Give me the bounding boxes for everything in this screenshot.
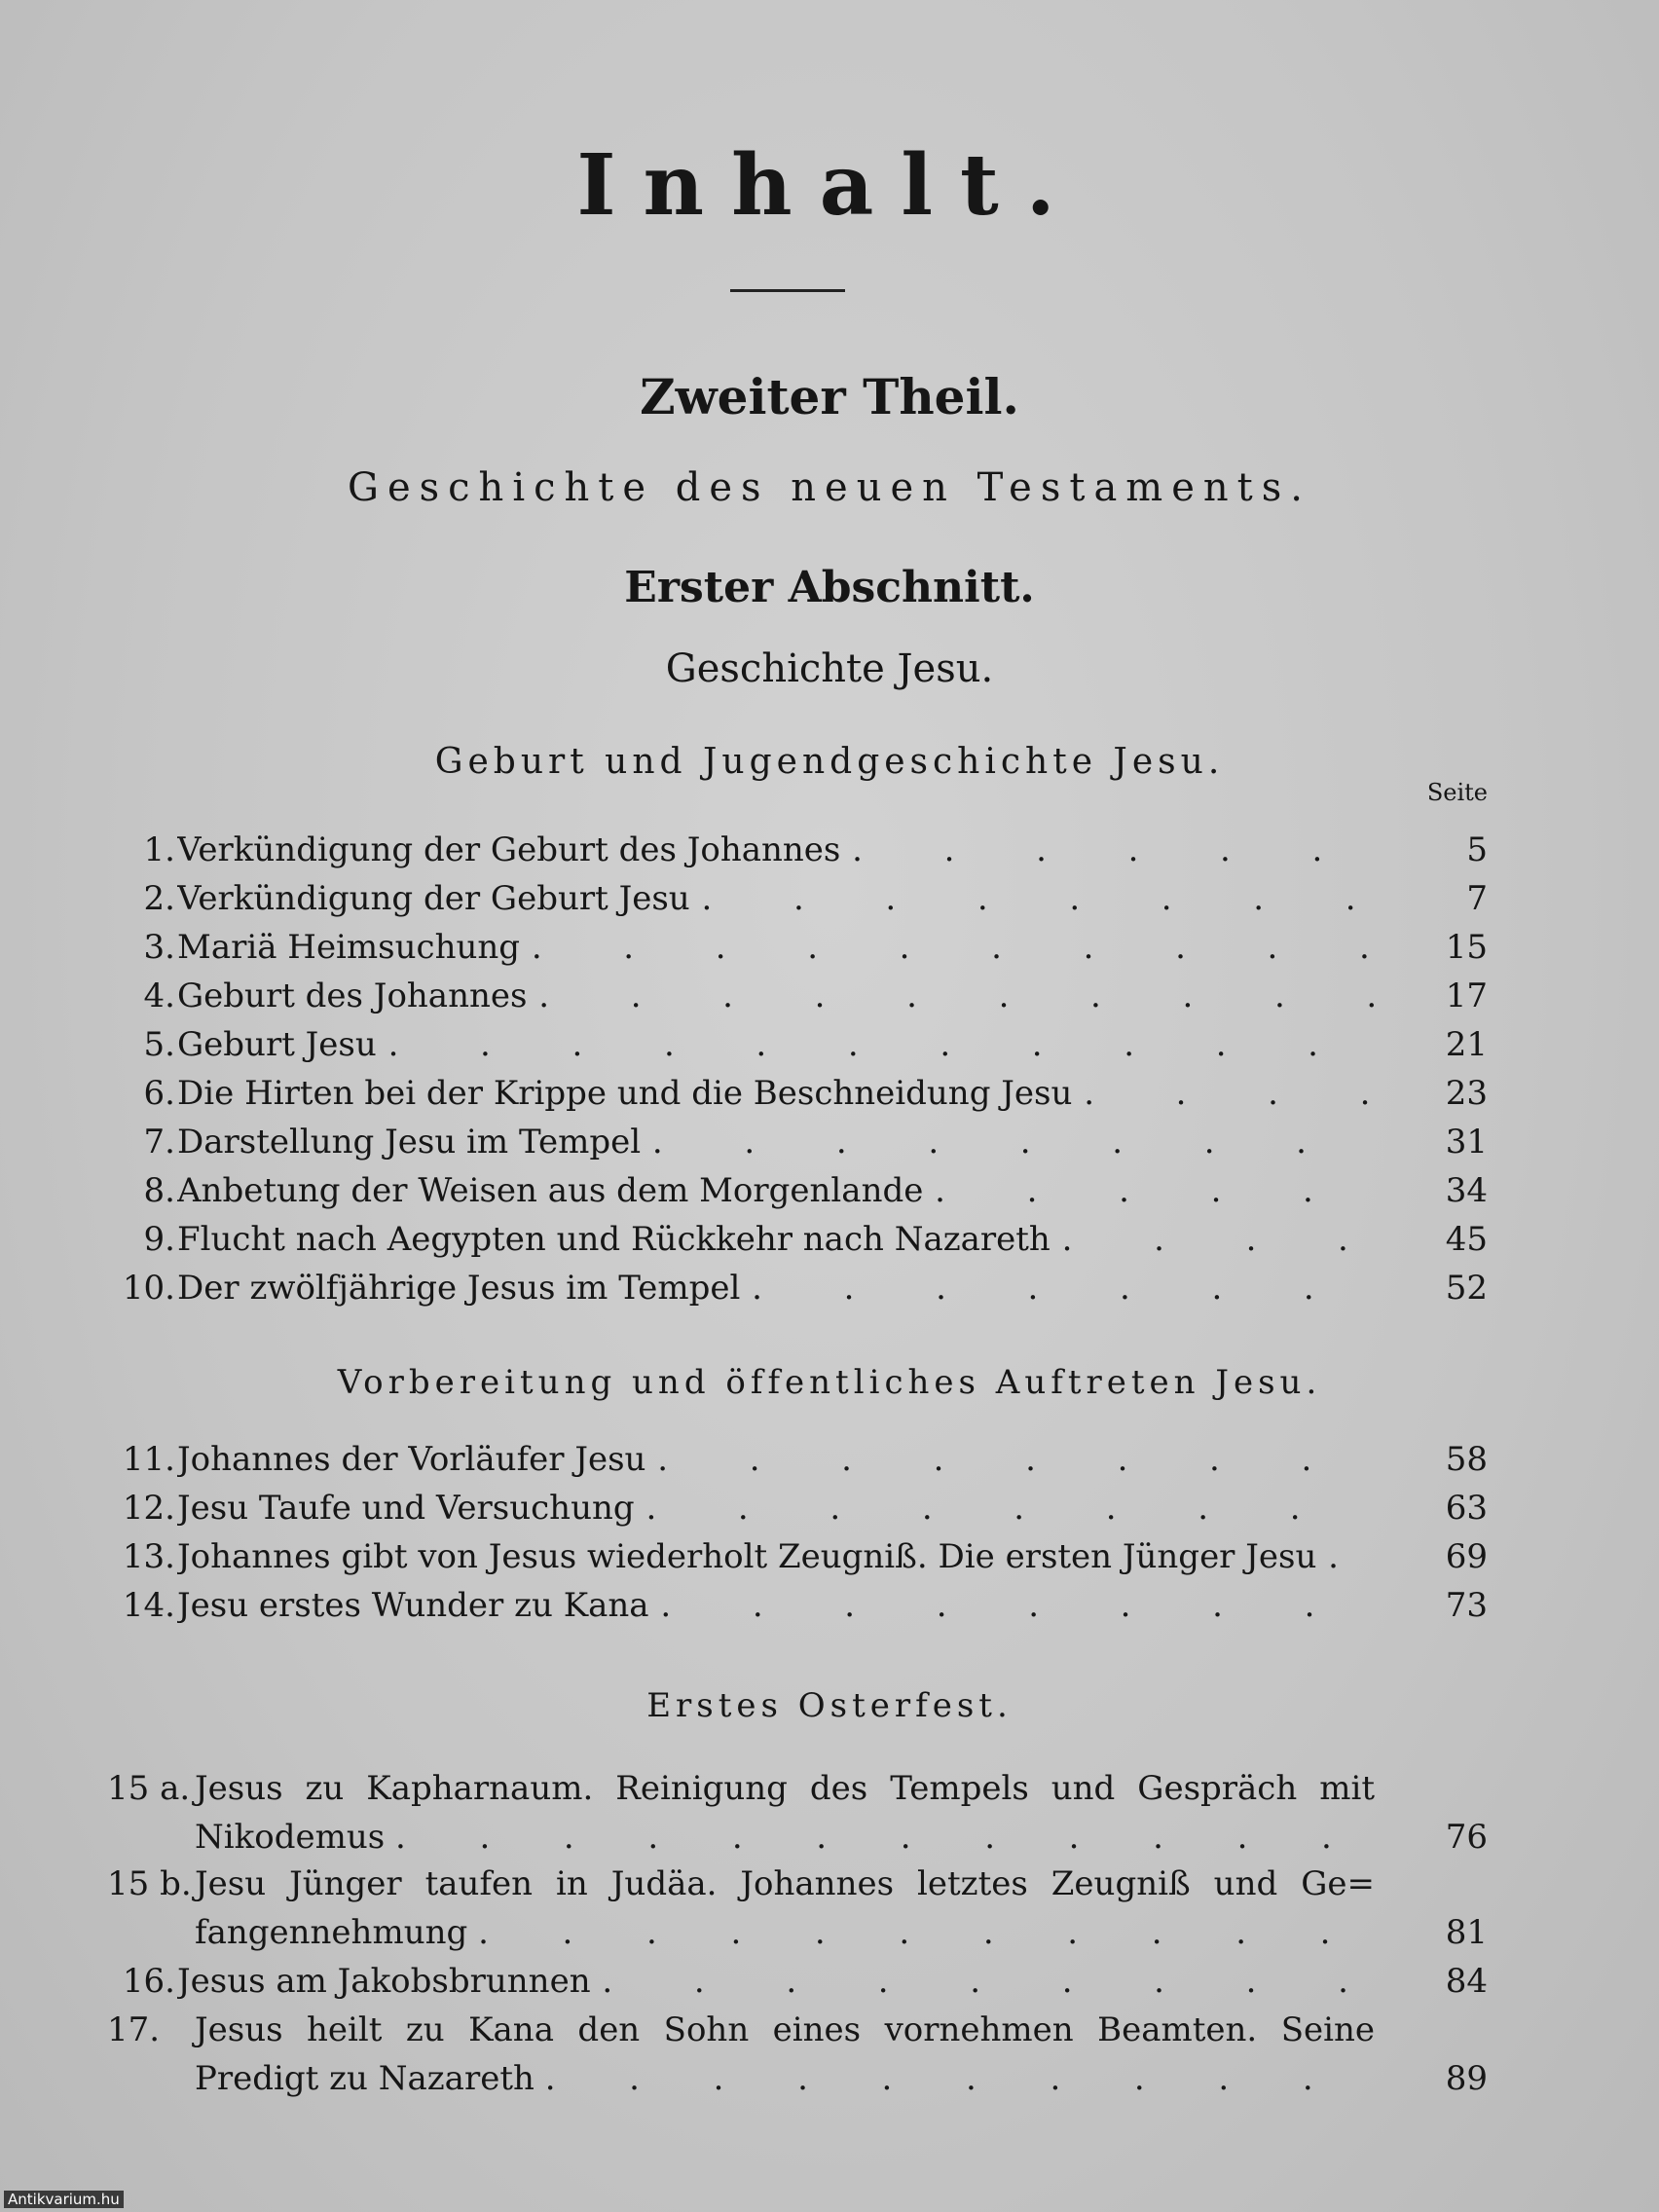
entry-title: Anbetung der Weisen aus dem Morgenlande . xyxy=(177,1166,1375,1215)
entry-title: Johannes gibt von Jesus wiederholt Zeugniß. Die ersten Jünger Jesu . xyxy=(177,1532,1375,1581)
entry-page: 84 xyxy=(1445,1962,1488,2001)
entry-number: 17. xyxy=(107,2010,161,2049)
entry-page: 52 xyxy=(1445,1269,1488,1308)
entry-title: Geburt Jesu . xyxy=(177,1020,1375,1069)
entry-page: 17 xyxy=(1445,977,1488,1015)
page-column-label: Seite xyxy=(1426,779,1488,806)
entry-title: Mariä Heimsuchung . xyxy=(177,923,1375,972)
part-heading: Zweiter Theil. xyxy=(640,368,1019,425)
entry-number: 4. xyxy=(143,977,175,1015)
entry-title-line: Jesus zu Kapharnaum. Reinigung des Tempels und Gespräch mit xyxy=(195,1769,1375,1808)
part-subtitle: Geschichte des neuen Testaments. xyxy=(348,465,1311,510)
page-title: Inhalt. xyxy=(576,136,1083,235)
watermark: Antikvarium.hu xyxy=(4,2191,124,2208)
entry-page: 81 xyxy=(1445,1913,1488,1952)
entry-page: 15 xyxy=(1445,928,1488,967)
entry-number: 14. xyxy=(122,1586,175,1625)
entry-page: 89 xyxy=(1445,2059,1488,2098)
entry-title: Johannes der Vorläufer Jesu . xyxy=(177,1435,1375,1484)
entry-number: 2. xyxy=(143,879,175,918)
entry-title: Jesu erstes Wunder zu Kana . xyxy=(177,1581,1375,1630)
entry-title-line: Predigt zu Nazareth . xyxy=(195,2054,1375,2103)
entry-page: 23 xyxy=(1445,1074,1488,1113)
entry-title-line: fangennehmung . xyxy=(195,1908,1375,1957)
entry-page: 73 xyxy=(1445,1586,1488,1625)
entry-title: Flucht nach Aegypten und Rückkehr nach Nazareth . xyxy=(177,1215,1375,1264)
entry-title: Jesus am Jakobsbrunnen . xyxy=(177,1957,1375,2006)
entry-title: Darstellung Jesu im Tempel . xyxy=(177,1118,1375,1166)
entry-number: 13. xyxy=(122,1537,175,1576)
entry-number: 8. xyxy=(143,1171,175,1210)
entry-number: 15 b. xyxy=(107,1864,192,1903)
entry-title-line: Jesu Jünger taufen in Judäa. Johannes letztes Zeugniß und Ge= xyxy=(195,1864,1375,1903)
entry-number: 7. xyxy=(143,1123,175,1161)
entry-number: 3. xyxy=(143,928,175,967)
section-subtitle: Geschichte Jesu. xyxy=(665,646,994,691)
group-heading: Geburt und Jugendgeschichte Jesu. xyxy=(434,742,1225,782)
entry-page: 69 xyxy=(1445,1537,1488,1576)
entry-title: Die Hirten bei der Krippe und die Beschneidung Jesu . xyxy=(177,1069,1375,1118)
entry-page: 58 xyxy=(1445,1440,1488,1479)
entry-page: 21 xyxy=(1445,1025,1488,1064)
entry-page: 34 xyxy=(1445,1171,1488,1210)
group-heading: Erstes Osterfest. xyxy=(646,1686,1013,1725)
entry-page: 45 xyxy=(1445,1220,1488,1259)
entry-title: Verkündigung der Geburt des Johannes . xyxy=(177,826,1375,874)
entry-title: Verkündigung der Geburt Jesu . xyxy=(177,874,1375,923)
title-rule xyxy=(730,289,845,292)
section-heading: Erster Abschnitt. xyxy=(624,563,1035,612)
entry-title: Jesu Taufe und Versuchung . xyxy=(177,1484,1375,1532)
entry-number: 6. xyxy=(143,1074,175,1113)
entry-number: 16. xyxy=(122,1962,175,2001)
entry-title: Der zwölfjährige Jesus im Tempel . xyxy=(177,1264,1375,1312)
entry-title-line: Nikodemus . xyxy=(195,1813,1375,1862)
entry-page: 7 xyxy=(1466,879,1488,918)
entry-page: 5 xyxy=(1466,830,1488,869)
entry-number: 1. xyxy=(143,830,175,869)
entry-page: 63 xyxy=(1445,1489,1488,1528)
entry-page: 76 xyxy=(1445,1818,1488,1857)
entry-page: 31 xyxy=(1445,1123,1488,1161)
entry-number: 10. xyxy=(122,1269,175,1308)
entry-number: 9. xyxy=(143,1220,175,1259)
group-heading: Vorbereitung und öffentliches Auftreten Jesu. xyxy=(337,1363,1322,1402)
entry-title-line: Jesus heilt zu Kana den Sohn eines vornehmen Beamten. Seine xyxy=(195,2010,1375,2049)
entry-number: 15 a. xyxy=(107,1769,191,1808)
entry-number: 5. xyxy=(143,1025,175,1064)
entry-number: 12. xyxy=(122,1489,175,1528)
entry-title: Geburt des Johannes . xyxy=(177,972,1375,1020)
entry-number: 11. xyxy=(122,1440,175,1479)
